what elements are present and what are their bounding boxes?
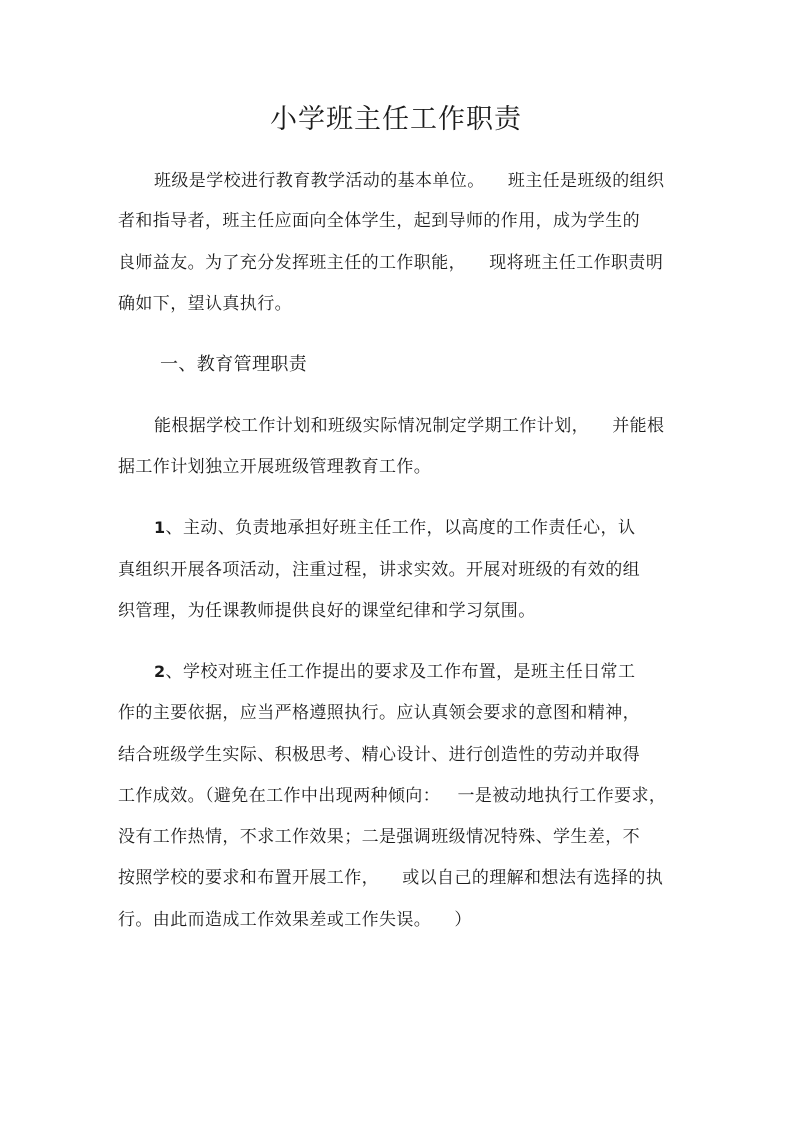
item2-text-1: 、学校对班主任工作提出的要求及工作布置，是班主任日常工 bbox=[165, 662, 636, 682]
intro-line-3: 良师益友。为了充分发挥班主任的工作职能， 现将班主任工作职责明 bbox=[118, 253, 664, 273]
intro-line-4: 确如下，望认真执行。 bbox=[118, 294, 292, 314]
item1-line-2: 真组织开展各项活动，注重过程，讲求实效。开展对班级的有效的组 bbox=[118, 560, 640, 580]
item1-line-1 bbox=[154, 515, 635, 541]
section-para-line-2: 据工作计划独立开展班级管理教育工作。 bbox=[118, 457, 432, 477]
item1-line-3: 织管理，为任课教师提供良好的课堂纪律和学习氛围。 bbox=[118, 601, 536, 621]
document-title: 小学班主任工作职责 bbox=[270, 104, 522, 135]
intro-line-1: 班级是学校进行教育教学活动的基本单位。 班主任是班级的组织 bbox=[154, 171, 665, 191]
item1-number: 1 bbox=[154, 518, 166, 537]
section-heading: 一、教育管理职责 bbox=[160, 354, 308, 375]
intro-line-2: 者和指导者，班主任应面向全体学生，起到导师的作用，成为学生的 bbox=[118, 211, 640, 231]
item2-line-4: 工作成效。（避免在工作中出现两种倾向： 一是被动地执行工作要求， bbox=[118, 786, 667, 806]
item2-line-2: 作的主要依据，应当严格遵照执行。应认真领会要求的意图和精神， bbox=[118, 703, 640, 723]
item2-line-5: 没有工作热情，不求工作效果；二是强调班级情况特殊、学生差，不 bbox=[118, 827, 640, 847]
section-para-line-1: 能根据学校工作计划和班级实际情况制定学期工作计划， 并能根 bbox=[154, 416, 665, 436]
item2-line-1 bbox=[154, 659, 635, 685]
item2-line-7: 行。由此而造成工作效果差或工作失误。 ） bbox=[118, 910, 472, 930]
item1-text-1: 、主动、负责地承担好班主任工作，以高度的工作责任心，认 bbox=[165, 518, 636, 538]
item2-line-3: 结合班级学生实际、积极思考、精心设计、进行创造性的劳动并取得 bbox=[118, 745, 640, 765]
item2-number: 2 bbox=[154, 662, 166, 681]
item2-line-6: 按照学校的要求和布置开展工作， 或以自己的理解和想法有选择的执 bbox=[118, 868, 664, 888]
